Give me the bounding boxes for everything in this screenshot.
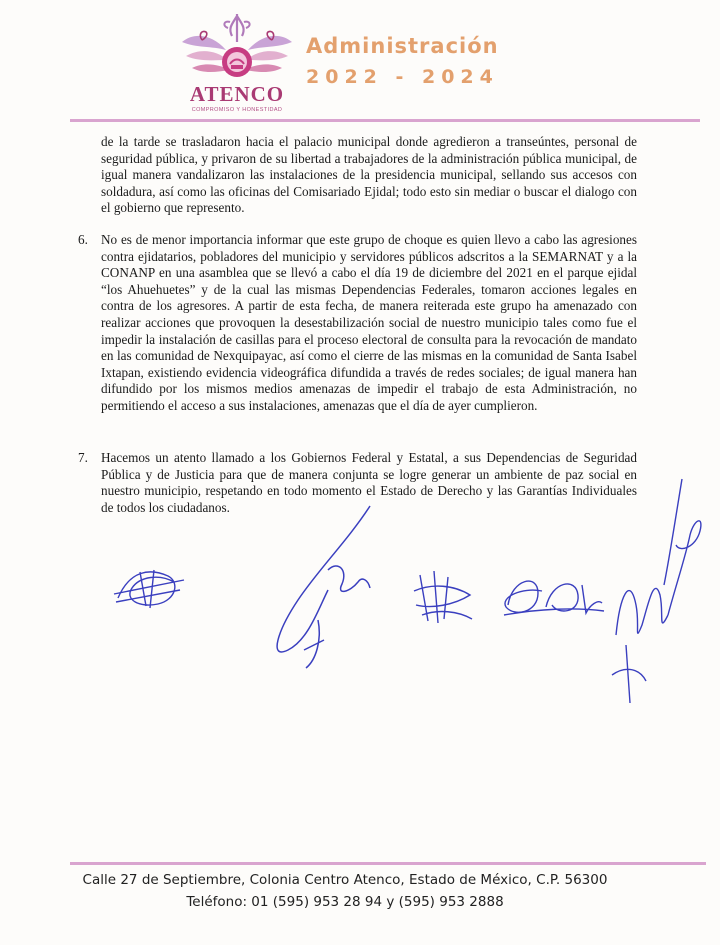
footer-phone: Teléfono: 01 (595) 953 28 94 y (595) 953 2888 [186,894,504,910]
item-number: 7. [78,450,88,465]
signature-1 [110,560,190,615]
signature-3 [408,565,478,630]
continuation-paragraph: de la tarde se trasladaron hacia el palacio municipal donde agredieron a transeúntes, personal de seguridad pública, y privaron de su libertad a trabajadores de la administración pública municipal, de igual manera vandalizaron las instalaciones de la presidencia municipal, sellando sus accesos con soldadura, así como las oficinas del Comisariado Ejidal; todo esto sin mediar o buscar el dialogo con el gobierno que represento. [101,134,637,216]
logo-title: ATENCO [189,82,285,106]
logo-tagline: COMPROMISO Y HONESTIDAD [191,107,283,113]
administration-label: Administración [306,34,499,58]
administration-years: 2022 - 2024 [306,66,499,88]
signature-4 [498,565,608,625]
footer-address: Calle 27 de Septiembre, Colonia Centro Atenco, Estado de México, C.P. 56300 [82,872,608,888]
header-divider [70,119,700,122]
signature-5 [606,475,706,705]
item-number: 6. [78,232,88,247]
signature-2 [258,500,388,675]
signatures-area [0,470,720,710]
atenco-logo [172,12,302,114]
item-paragraph: No es de menor importancia informar que este grupo de choque es quien llevo a cabo las agresiones contra ejidatarios, pobladores del municipio y servidores públicos adscritos a la SEMARNAT y a la CONANP en una asamblea que se llevó a cabo el día 19 de diciembre del 2021 en el parque ejidal “los Ahuehuetes” y de la cual las mismas Dependencias Federales, tomaron acciones legales en contra de los agresores. A partir de esta fecha, de manera reiterada este grupo ha amenazado con realizar acciones que provoquen la desestabilización social de nuestro municipio tales como fue el impedir la instalación de casillas para el proceso electoral de consulta para la revocación de mandato en las comunidad de Nexquipayac, así como el cierre de las mismas en la comunidad de Santa Isabel Ixtapan, existiendo evidencia videográfica difundida a través de redes sociales; de igual manera han difundido por los mismos medios amenazas de impedir el trabajo de esta Administración, no permitiendo el acceso a sus instalaciones, amenazas que el día de ayer cumplieron. [101,232,637,413]
footer-divider [70,862,706,865]
item-paragraph: Hacemos un atento llamado a los Gobiernos Federal y Estatal, a sus Dependencias de Seguridad Pública y de Justicia para que de manera conjunta se logre generar un ambiente de paz social en nuestro municipio, respetando en todo momento el Estado de Derecho y las Garantías Individuales de todos los ciudadanos. [101,450,637,515]
